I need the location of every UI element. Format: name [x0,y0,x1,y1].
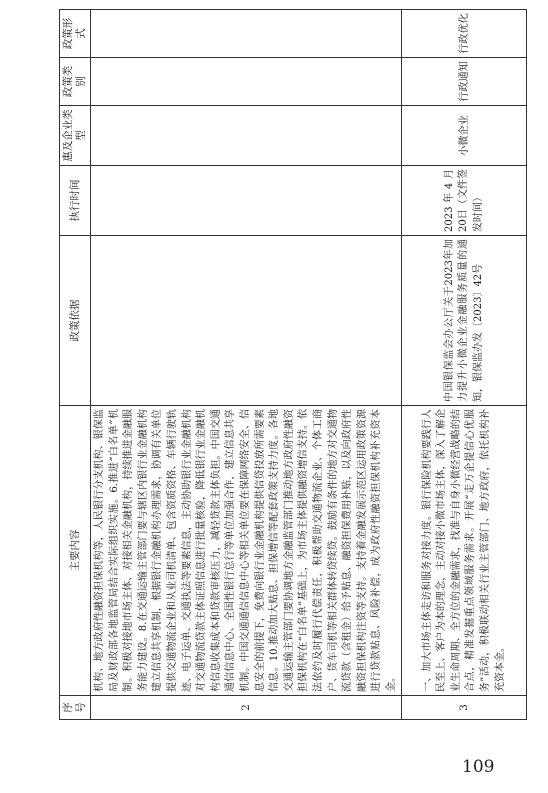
row-exec-time [91,166,402,236]
row-enterprise-type [91,106,402,166]
row-policy-form: 行政优化 [402,10,527,58]
row-policy-category: 行政通知 [402,58,527,106]
policy-table [59,9,527,720]
header-policy-category: 政策类别 [60,58,91,106]
table-row [402,10,527,720]
header-enterprise-type: 惠及企业类型 [60,106,91,166]
row-seq: 3 [402,696,527,720]
row-seq: 2 [91,696,402,720]
row-basis [91,236,402,406]
header-policy-form: 政策形式 [60,10,91,58]
row-basis: 中国银保监会办公厅关于2023年加力提升小微企业金融服务质量的通知，银保监办发〔2023〕42号 [402,236,527,406]
rotated-policy-table-container [59,10,504,720]
row-content: 一、加大市场主体走访和服务对接力度。银行保险机构要践行人民至上、客户为本的理念，主动对接小微市场主体，深入了解企业生命周期、全方位的金融需求，找准与自身小微经营战略的结合点，精准发掘重点领域服务需求。开展“走万企提信心优服务”活动，积极联动相关行业主管部门、地方政府，依托机构补充资本金。 [402,406,527,696]
row-exec-time: 2023年4月20日（文件签发时间） [402,166,527,236]
row-content: 机构、地方政府性融资担保机构等，人民银行分支机构、银保监局及财政部各地监管局结合实际组织实施。6.推进“白名单”机制。积极对接地市场主体、对接相关金融机构，持续推进金融服务能力建设。8.在交通运输主管部门要与辖区内银行业金融机构建立信息共享机制，根据银行金融机构办理需求，协调有关单位提供交通物流企业和从业司机清单、包含资质资格、车辆行驶轨迹、电子运单、交通执法等要素信息，主动协助银行业金融机构对交通物流贷款主体证照信息进行批量核验，降低银行业金融机构信息收集成本和贷款审核压力，减轻贷款主体负担。中国交通通信信息中心、全国性银行总行等单位加强合作，建立信息共享机制。中国交通通信信息中心等相关单位要在保障网络安全、信息安全的前提下，免费向银行业金融机构提供信贷投放所需要素信息。10.推动加大贴息、担保增信等配套政策支持力度。各地交通运输主管部门要协调地方金融监管部门推动地方政府性融资担保机构在“白名单”基础上，为市场主体提供融资增信支持。依法依约及时履行代偿责任，积极帮助交通物流企业、个体工商户、货车司机等相关群体转贷续贷。鼓励有条件的地方对交通物流贷款（含租金）给予贴息、融资担保费用补贴，以及向政府性融资担保机构注资等支持。支持着金融发展示范区运用政策资源进行贷款贴息、风险补偿，成为政府性融资担保机构补充资本金。 [91,406,402,696]
row-policy-form [91,10,402,58]
header-content: 主要内容 [60,406,91,696]
header-basis: 政策依据 [60,236,91,406]
row-enterprise-type: 小微企业 [402,106,527,166]
page-number: 109 [462,757,495,777]
table-row [91,10,402,720]
header-exec-time: 执行时间 [60,166,91,236]
header-row [60,10,91,720]
header-seq: 序号 [60,696,91,720]
row-policy-category [91,58,402,106]
